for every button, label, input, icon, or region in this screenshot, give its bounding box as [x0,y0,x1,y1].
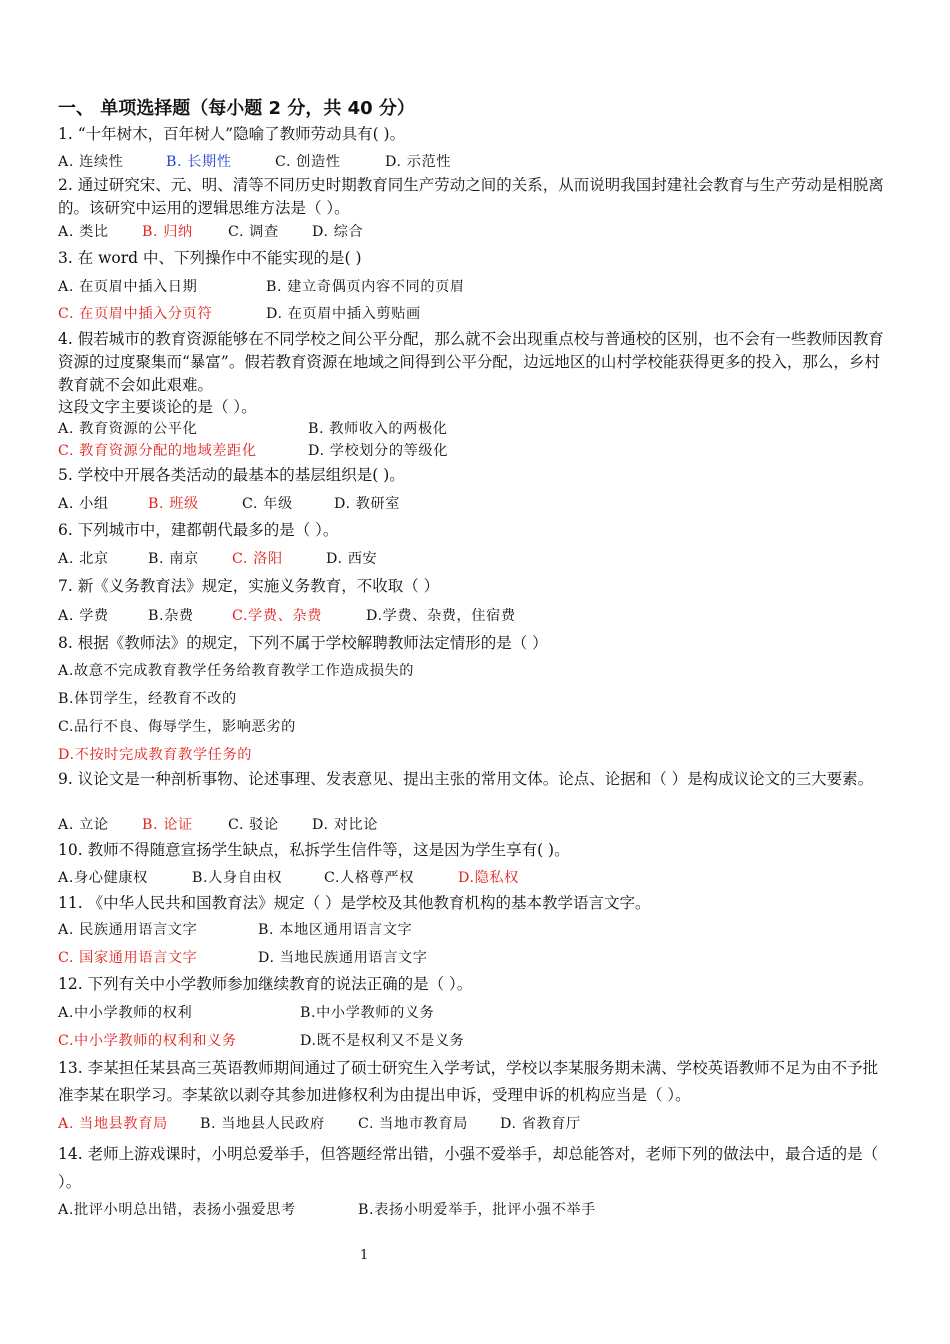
question-stem: 3. 在 word 中、下列操作中不能实现的是( ) [58,249,362,267]
option: A.批评小明总出错，表扬小强爱思考 [58,1202,296,1218]
option: A.故意不完成教育教学任务给教育教学工作造成损失的 [58,663,415,679]
option-answer: C. 国家通用语言文字 [58,950,198,966]
options-row [58,948,428,968]
options-row [58,494,400,514]
option: C.人格尊严权 [324,870,414,886]
option: C. 驳论 [228,817,279,833]
options-row [58,441,448,461]
question-stem: 7. 新《义务教育法》规定，实施义务教育，不收取（ ） [58,577,440,595]
option: C. 当地市教育局 [358,1116,468,1132]
option: D. 对比论 [312,817,379,833]
option: A.身心健康权 [58,870,148,886]
option: B. 建立奇偶页内容不同的页眉 [266,279,465,295]
question-stem: 5. 学校中开展各类活动的最基本的基层组织是( )。 [58,466,405,484]
option: A. 在页眉中插入日期 [58,279,198,295]
option: A. 连续性 [58,154,124,170]
question-stem: 1. “十年树木，百年树人”隐喻了教师劳动具有( )。 [58,125,406,143]
option-answer: C.中小学教师的权利和义务 [58,1033,237,1049]
option-answer: C. 在页眉中插入分页符 [58,306,213,322]
options-row [58,277,465,297]
option-answer: A. 当地县教育局 [58,1116,168,1132]
option: B. 本地区通用语言文字 [258,922,413,938]
option: D. 在页眉中插入剪贴画 [266,306,421,322]
question-stem: 6. 下列城市中，建都朝代最多的是（ ）。 [58,521,339,539]
options-row [58,920,412,940]
options-row [58,1114,581,1134]
option: D. 教研室 [334,496,401,512]
question-stem: 4. 假若城市的教育资源能够在不同学校之间公平分配，那么就不会出现重点校与普通校的区别，也不会有一些教师因教育资源的过度聚集而“暴富”。假若教育资源在地域之间得到公平分配，边远地区的山村学校能获得更多的投入，那么，乡村教育就不会如此艰难。 [58,330,884,394]
options-row [58,1200,596,1220]
option-answer: B. 归纳 [142,224,193,240]
options-row [58,1031,464,1051]
option: B.杂费 [148,608,194,624]
option-answer: B. 长期性 [166,154,232,170]
option-answer: B. 论证 [142,817,193,833]
option: C. 年级 [242,496,293,512]
option: A. 类比 [58,224,109,240]
option: D.既不是权利又不是义务 [300,1033,465,1049]
option: B.人身自由权 [192,870,283,886]
option: A. 教育资源的公平化 [58,421,198,437]
options-row [58,815,378,835]
options-row [58,304,421,324]
option-answer: C.学费、杂费 [232,608,322,624]
question-stem: 11. 《中华人民共和国教育法》规定（ ）是学校及其他教育机构的基本教学语言文字。 [58,894,651,912]
options-row [58,606,516,626]
option: D. 当地民族通用语言文字 [258,950,428,966]
option: A. 立论 [58,817,109,833]
option: B. 教师收入的两极化 [308,421,448,437]
option: C. 调查 [228,224,279,240]
option-answer: D.不按时完成教育教学任务的 [58,747,253,763]
option: D. 学校划分的等级化 [308,443,448,459]
option: A.中小学教师的权利 [58,1005,193,1021]
option: A. 小组 [58,496,109,512]
options-row [58,419,448,439]
option: B.体罚学生，经教育不改的 [58,691,237,707]
section-title: 一、 单项选择题（每小题 2 分，共 40 分） [58,98,415,119]
option: D. 综合 [312,224,364,240]
options-row [58,222,363,242]
option: B.中小学教师的义务 [300,1005,435,1021]
option: C.品行不良、侮辱学生，影响恶劣的 [58,719,296,735]
options-row [58,549,377,569]
option: C. 创造性 [275,154,341,170]
option: B.表扬小明爱举手，批评小强不举手 [358,1202,596,1218]
option-answer: C. 教育资源分配的地域差距化 [58,443,257,459]
option: D.学费、杂费，住宿费 [366,608,516,624]
options-row [58,1003,434,1023]
option: D. 西安 [326,551,378,567]
question-stem: 10. 教师不得随意宣扬学生缺点，私拆学生信件等，这是因为学生享有( )。 [58,841,570,859]
question-stem-continued: 这段文字主要谈论的是（ ）。 [58,398,257,416]
option: B. 当地县人民政府 [200,1116,325,1132]
option: A. 北京 [58,551,109,567]
option: D. 省教育厅 [500,1116,581,1132]
option-answer: D.隐私权 [458,870,519,886]
option-answer: B. 班级 [148,496,199,512]
option: B. 南京 [148,551,199,567]
question-stem: 8. 根据《教师法》的规定，下列不属于学校解聘教师法定情形的是（ ） [58,634,548,652]
options-row [58,868,519,888]
options-row [58,152,451,172]
question-stem: 9. 议论文是一种剖析事物、论述事理、发表意见、提出主张的常用文体。论点、论据和（ ）是构成议论文的三大要素。 [58,770,874,788]
question-stem: 12. 下列有关中小学教师参加继续教育的说法正确的是（ ）。 [58,975,473,993]
option-answer: C. 洛阳 [232,551,283,567]
question-stem: 14. 老师上游戏课时，小明总爱举手，但答题经常出错，小强不爱举手，却总能答对，老师下列的做法中，最合适的是（ ）。 [58,1145,879,1191]
option: A. 学费 [58,608,109,624]
question-stem: 2. 通过研究宋、元、明、清等不同历史时期教育同生产劳动之间的关系，从而说明我国封建社会教育与生产劳动是相脱离的。该研究中运用的逻辑思维方法是（ ）。 [58,176,884,217]
page-number: 1 [360,1248,369,1263]
question-stem: 13. 李某担任某县高三英语教师期间通过了硕士研究生入学考试，学校以李某服务期未满、学校英语教师不足为由不予批准李某在职学习。李某欲以剥夺其参加进修权利为由提出申诉，受理申诉的机构应当是（ ）。 [58,1059,879,1104]
option: A. 民族通用语言文字 [58,922,198,938]
option: D. 示范性 [385,154,452,170]
